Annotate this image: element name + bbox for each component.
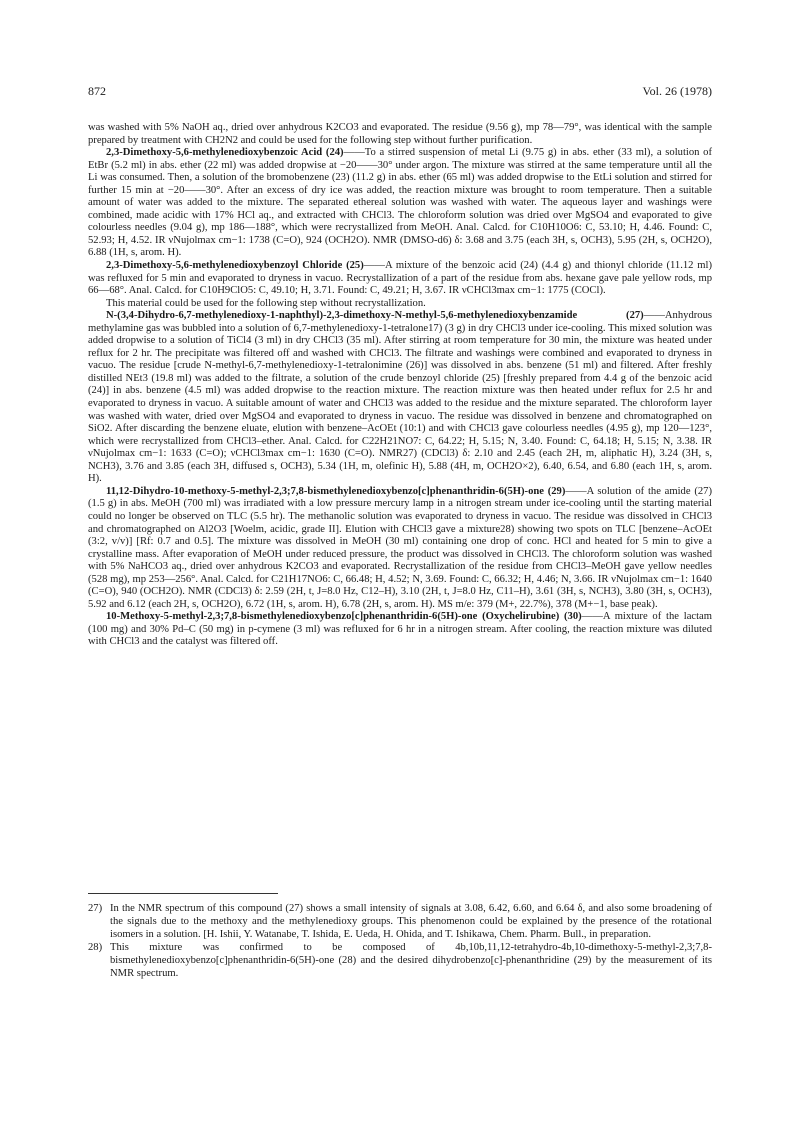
section-benzoyl-chloride-25 <box>88 260 712 298</box>
page-header <box>88 84 712 102</box>
volume-label: Vol. 26 (1978) <box>642 84 712 98</box>
paragraph-text: This material could be used for the following step without recrystallization. <box>106 297 426 309</box>
footnote <box>88 942 712 980</box>
paragraph-note <box>88 298 712 311</box>
footnote-divider <box>88 893 278 894</box>
paragraph-text: ——To a stirred suspension of metal Li (9.75 g) in abs. ether (33 ml), a solution of EtBr (5.2 ml) in abs. ether (22 ml) was added dropwise at −20——30° under argon. The mixture was stirred at the same temperature until all the Li was consumed. Then, a solution of the bromobenzene (23) (11.2 g) in abs. ether (65 ml) was added dropwise to the EtLi solution and stirred for further 15 min at −20——30°. After an excess of dry ice was added, the reaction mixture was brought to room temperature. Then a suitable amount of water was added to the mixture. The separated ethereal solution was washed with water. The aqueous layer and washings were combined, made acidic with 17% HCl aq., and extracted with CHCl3. The chloroform solution was dried over MgSO4 and evaporated to give colourless needles (9.04 g), mp 186—188°, which were recrystallized from MeOH. Anal. Calcd. for C10H10O6: C, 53.10; H, 4.46. Found: C, 52.93; H, 4.52. IR νNujolmax cm−1: 1738 (C=O), 924 (OCH2O). NMR (DMSO-d6) δ: 3.68 and 3.75 (each 3H, s, OCH3), 5.95 (2H, s, OCH2O), 6.88 (1H, s, arom. H). <box>88 147 712 259</box>
paragraph-text: was washed with 5% NaOH aq., dried over anhydrous K2CO3 and evaporated. The residue (9.56 g), mp 78—79°, was identical with the sample prepared by treatment with CH2N2 and could be used for the following step without further purification. <box>88 122 712 146</box>
page-number: 872 <box>88 84 106 98</box>
footnote-number: 27) <box>88 903 103 914</box>
section-oxychelirubine-30 <box>88 611 712 649</box>
paragraph-text: ——Anhydrous methylamine gas was bubbled into a solution of 6,7-methylenedioxy-1-tetralone17) (3 g) in dry CHCl3 under ice-cooling. This mixed solution was added dropwise to a solution of TiCl4 (3 ml) in dry CHCl3 (35 ml). After stirring at room temperature for 30 min, the mixture was heated under reflux for 2 hr. The precipitate was filtered off and washed with CHCl3. The filtrate and washings were combined and evaporated to dryness in vacuo. The residue [crude N-methyl-6,7-methylenedioxy-1-tetralonimine (26)] was dissolved in abs. benzene (51 ml) and filtered. After freshly distilled NEt3 (19.8 ml) was added to the filtrate, a solution of the crude benzoyl chloride (25) [freshly prepared from 4.4 g of the benzoic acid (24)] in abs. benzene (4.5 ml) was added dropwise to the reaction mixture. The reaction mixture was then heated under reflux for 2.5 hr and evaporated to dryness in vacuo. A suitable amount of water and CHCl3 was added to the residue and the mixture separated. The chloroform layer was washed with water, dried over MgSO4 and evaporated to dryness in vacuo. The residue was dissolved in benzene and chromatographed on SiO2. After discarding the benzene eluate, elution with benzene–AcOEt (10:1) and with CHCl3 gave colourless needles (4.95 g), mp 120—123°, which were recrystallized from CHCl3–ether. Anal. Calcd. for C22H21NO7: C, 64.22; H, 5.15; N, 3.40. Found: C, 64.18; H, 5.15; N, 3.38. IR νNujolmax cm−1: 1633 (C=O); νCHCl3max cm−1: 1630 (C=O). NMR27) (CDCl3) δ: 2.10 and 2.45 (each 2H, m, aliphatic H), 3.24 (3H, s, NCH3), 3.76 and 3.85 (each 3H, diffused s, OCH3), 5.34 (1H, m, olefinic H), 5.88 (4H, m, OCH2O×2), 6.40, 6.54, and 6.80 (each 1H, s, arom. H). <box>88 310 712 485</box>
paragraph-text: ——A solution of the amide (27) (1.5 g) in abs. MeOH (700 ml) was irradiated with a low pressure mercury lamp in a nitrogen stream under ice-cooling until the starting material could no longer be observed on TLC (5.5 hr). The methanolic solution was evaporated to dryness in vacuo. The residue was dissolved in CHCl3 and chromatographed on Al2O3 [Woelm, acidic, grade II]. Elution with CHCl3 gave a mixture28) showing two spots on TLC [benzene–AcOEt (3:2, v/v)] [Rf: 0.7 and 0.5]. The mixture was dissolved in MeOH (30 ml) containing one drop of conc. HCl and heated for 5 min to give a crystalline mass. After evaporation of MeOH under reduced pressure, the product was dissolved in CHCl3. The chloroform solution was washed with 5% NaHCO3 aq., dried over anhydrous K2CO3 and evaporated. Recrystallization of the residue from CHCl3–MeOH gave yellow needles (528 mg), mp 253—256°. Anal. Calcd. for C21H17NO6: C, 66.48; H, 4.52; N, 3.69. Found: C, 66.32; H, 4.46; N, 3.66. IR νNujolmax cm−1: 1640 (C=O), 940 (OCH2O). NMR (CDCl3) δ: 2.59 (2H, t, J=8.0 Hz, C12–H), 3.10 (2H, t, J=8.0 Hz, C11–H), 3.61 (3H, s, NCH3), 3.80 (3H, s, OCH3), 5.92 and 6.12 (each 2H, s, OCH2O), 6.72 (1H, s, arom. H), 6.78 (2H, s, arom. H). MS m/e: 379 (M+, 22.7%), 378 (M+−1, base peak). <box>88 485 712 610</box>
paragraph-text: ——A mixture of the lactam (100 mg) and 30% Pd–C (50 mg) in p-cymene (3 ml) was refluxed for 6 hr in a nitrogen stream. After cooling, the reaction mixture was diluted with CHCl3 and the catalyst was filtered off. <box>88 611 712 648</box>
section-benzamide-27 <box>88 310 712 486</box>
footnote <box>88 903 712 941</box>
section-phenanthridinone-29 <box>88 486 712 611</box>
footnotes <box>88 903 712 982</box>
footnote-text: This mixture was confirmed to be composed of 4b,10b,11,12-tetrahydro-4b,10-dimethoxy-5-methyl-2,3;7,8-bismethylenedioxybenzo[c]phenanthridin-6(5H)-one (28) and the desired dihydrobenzo[c]-phenanthridine (29) by the measurement of its NMR spectrum. <box>110 942 712 979</box>
footnote-text: In the NMR spectrum of this compound (27) shows a small intensity of signals at 3.08, 6.42, 6.60, and 6.64 δ, and also some broadening of the signals due to the methoxy and the methylenedioxy groups. This phenomenon could be explained by the presence of the rotational isomers in a solution. [H. Ishii, Y. Watanabe, T. Ishida, E. Ueda, H. Ohida, and T. Ishikawa, Chem. Pharm. Bull., in preparation. <box>110 903 712 940</box>
paragraph-text: ——A mixture of the benzoic acid (24) (4.4 g) and thionyl chloride (11.12 ml) was refluxed for 5 min and evaporated to dryness in vacuo. Recrystallization of a part of the residue from abs. hexane gave pale yellow rods, mp 66—68°. Anal. Calcd. for C10H9ClO5: C, 49.10; H, 3.71. Found: C, 49.21; H, 3.67. IR νCHCl3max cm−1: 1775 (COCl). <box>88 260 712 297</box>
footnote-number: 28) <box>88 942 103 954</box>
compound-heading: 2,3-Dimethoxy-5,6-methylenedioxybenzoic Acid (24) <box>106 147 344 159</box>
compound-heading: 2,3-Dimethoxy-5,6-methylenedioxybenzoyl Chloride (25) <box>106 260 364 272</box>
section-benzoic-acid-24 <box>88 147 712 260</box>
compound-heading: N-(3,4-Dihydro-6,7-methylenedioxy-1-naphthyl)-2,3-dimethoxy-N-methyl-5,6-methylenedioxybenzamide (27) <box>106 310 644 322</box>
paragraph-continuation <box>88 122 712 147</box>
article-body <box>88 122 712 649</box>
compound-heading: 11,12-Dihydro-10-methoxy-5-methyl-2,3;7,8-bismethylenedioxybenzo[c]phenanthridin-6(5H)-one (29) <box>106 485 566 497</box>
compound-heading: 10-Methoxy-5-methyl-2,3;7,8-bismethylenedioxybenzo[c]phenanthridin-6(5H)-one (Oxychelirubine) (30) <box>106 611 582 623</box>
